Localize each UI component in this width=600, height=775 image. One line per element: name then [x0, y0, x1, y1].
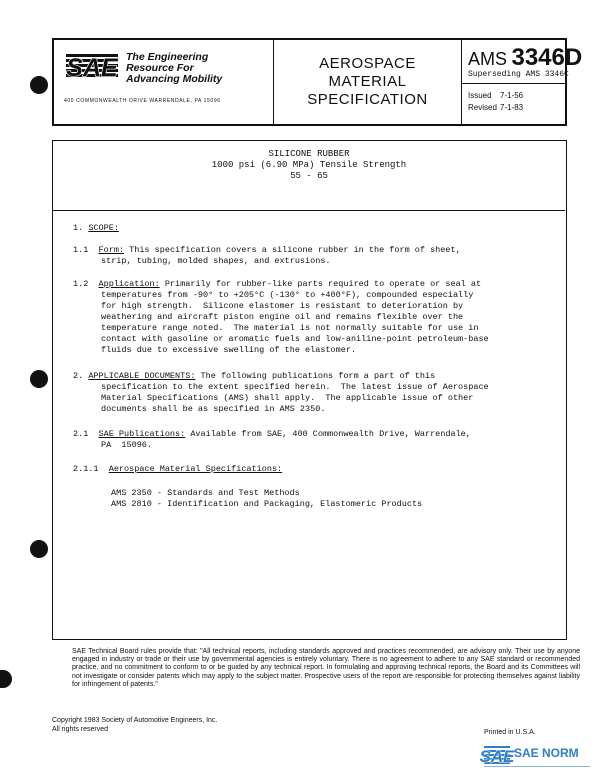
section-1-heading [73, 223, 119, 234]
reference-ams-2810: AMS 2810 - Identification and Packaging, Elastomeric Products [111, 499, 423, 509]
section-number: 2.1.1 [73, 464, 99, 474]
sae-logo-icon [66, 52, 118, 82]
title-line-2: 1000 psi (6.90 MPa) Tensile Strength [211, 160, 407, 170]
tagline-line-1: The Engineering [126, 51, 209, 63]
paragraph-line: PA 15096. [101, 440, 153, 450]
title-line-3: 55 - 65 [290, 171, 328, 181]
ams-number: 3346D [511, 44, 583, 71]
printed-in: Printed in U.S.A. [484, 729, 536, 736]
section-title: SCOPE: [88, 223, 119, 233]
document-id-block [462, 40, 583, 124]
section-title: Aerospace Material Specifications: [108, 464, 283, 474]
section-title: Application: [98, 279, 160, 289]
binder-hole-middle [30, 370, 48, 388]
sae-norm-text: SAE NORM [514, 746, 579, 760]
section-title: APPLICABLE DOCUMENTS: [88, 371, 196, 381]
superseding-note: Superseding AMS 3346C [468, 70, 569, 79]
paragraph-line: fluids due to excessive swelling of the elastomer. [101, 345, 357, 355]
section-1-1 [73, 245, 461, 256]
doc-type-line-3: SPECIFICATION [307, 91, 428, 108]
svg-text:SAE: SAE [66, 54, 118, 82]
ams-prefix: AMS [468, 49, 508, 69]
paragraph-line: for high strength. Silicone elastomer is resistant to deterioration by [101, 301, 464, 311]
revised-date: 7-1-83 [500, 103, 524, 112]
material-title [53, 141, 565, 211]
section-2 [73, 371, 435, 382]
section-title: SAE Publications: [98, 429, 186, 439]
paragraph-line: The following publications form a part of this [195, 371, 436, 381]
paragraph-line: contact with gasoline or aromatic fuels and low-aniline-point petroleum-base [101, 334, 489, 344]
doc-type-line-1: AEROSPACE [319, 55, 416, 72]
section-number: 1.2 [73, 279, 89, 289]
paragraph-line: documents shall be as specified in AMS 2350. [101, 404, 326, 414]
copyright-block [52, 717, 217, 734]
paragraph-line: Material Specifications (AMS) shall apply. The applicable issue of other [101, 393, 474, 403]
paragraph-line: weathering and aircraft piston engine oil and remains flexible over the [101, 312, 464, 322]
section-number: 2.1 [73, 429, 89, 439]
section-2-1 [73, 429, 471, 440]
paragraph-line: strip, tubing, molded shapes, and extrusions. [101, 256, 331, 266]
reference-ams-2350: AMS 2350 - Standards and Test Methods [111, 488, 300, 498]
binder-hole-lower [30, 540, 48, 558]
rights-text: All rights reserved [52, 725, 109, 733]
doc-type-line-2: MATERIAL [328, 73, 407, 90]
section-number: 1.1 [73, 245, 89, 255]
paragraph-line: temperature range noted. The material is not normally suitable for use in [101, 323, 479, 333]
section-number: 2. [73, 371, 84, 381]
section-2-1-1 [73, 464, 282, 475]
specification-body [52, 140, 567, 640]
paragraph-line: Available from SAE, 400 Commonwealth Drive, Warrendale, [185, 429, 471, 439]
section-number: 1. [73, 223, 84, 233]
paragraph-line: This specification covers a silicone rubber in the form of sheet, [124, 245, 461, 255]
id-divider [462, 83, 565, 84]
document-header [52, 38, 583, 126]
ams-designation [468, 44, 582, 72]
section-title: Form: [98, 245, 125, 255]
tagline-line-2: Resource For [126, 62, 194, 74]
copyright-text: Copyright 1983 Society of Automotive Engineers, Inc. [52, 717, 218, 724]
paragraph-line: specification to the extent specified herein. The latest issue of Aerospace [101, 382, 489, 392]
sae-norm-watermark [479, 740, 596, 770]
paragraph-line: temperatures from -90° to +205°C (-130° to +400°F), compounded especially [101, 290, 474, 300]
document-type [273, 40, 462, 124]
technical-board-notice: SAE Technical Board rules provide that: "All technical reports, including standards approved and practices recommended, are advisory only. Their use by anyone engaged in industry or trade or their use by governmental agencies is entirely voluntary. There is no agreement to adhere to any SAE standard or recommended practice, and no commitment to conform to or be guided by any technical report. In formulating and approving technical reports, the Board and its Committees will not investigate or consider patents which may apply to the subject matter. Prospective users of the report are responsible for protecting themselves against liability for infringement of patents." [72, 648, 580, 688]
org-address: 400 COMMONWEALTH DRIVE WARRENDALE, PA 15096 [64, 98, 221, 104]
svg-text:SAE: SAE [479, 747, 515, 766]
org-tagline [126, 52, 266, 85]
revised-label: Revised [468, 103, 497, 112]
issued-date: 7-1-56 [500, 91, 524, 100]
issue-dates [468, 90, 523, 114]
sae-logo [66, 52, 118, 82]
binder-hole-bottom [0, 670, 12, 688]
issued-label: Issued [468, 91, 492, 100]
section-1-2 [73, 279, 481, 290]
tagline-line-3: Advancing Mobility [126, 73, 223, 85]
binder-hole-top [30, 76, 48, 94]
sae-branding [54, 40, 273, 124]
title-line-1: SILICONE RUBBER [268, 149, 350, 159]
paragraph-line: Primarily for rubber-like parts required to operate or seal at [159, 279, 482, 289]
